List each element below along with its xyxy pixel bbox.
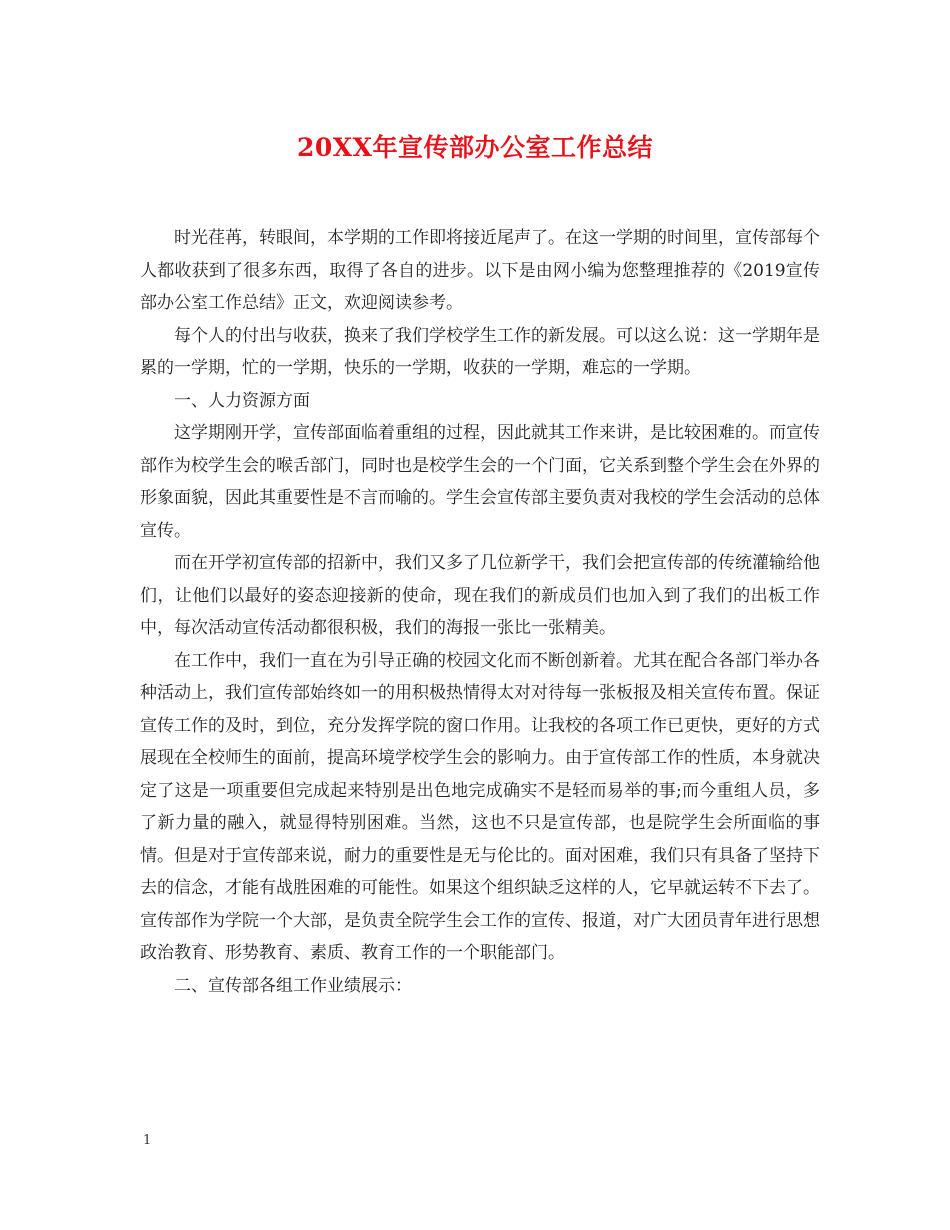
section-heading-achievements: 二、宣传部各组工作业绩展示： <box>174 975 412 996</box>
paragraph-summary: 每个人的付出与收获，换来了我们学校学生工作的新发展。可以这么说：这一学期年是累的一学期，忙的一学期，快乐的一学期，收获的一学期，难忘的一学期。 <box>140 325 820 378</box>
document-title: 20XX年宣传部办公室工作总结 <box>296 133 654 162</box>
page-number: 1 <box>143 1133 152 1148</box>
paragraph-intro: 时光荏苒，转眼间，本学期的工作即将接近尾声了。在这一学期的时间里，宣传部每个人都收获到了很多东西，取得了各自的进步。以下是由网小编为您整理推荐的《2019宣传部办公室工作总结》正文，欢迎阅读参考。 <box>140 228 820 313</box>
paragraph-reorganization: 这学期刚开学，宣传部面临着重组的过程，因此就其工作来讲，是比较困难的。而宣传部作为校学生会的喉舌部门，同时也是校学生会的一个门面，它关系到整个学生会在外界的形象面貌，因此其重要性是不言而喻的。学生会宣传部主要负责对我校的学生会活动的总体宣传。 <box>140 423 820 541</box>
document-body <box>140 222 820 1002</box>
section-heading-human-resources: 一、人力资源方面 <box>174 390 310 411</box>
paragraph-work-details: 在工作中，我们一直在为引导正确的校园文化而不断创新着。尤其在配合各部门举办各种活动上，我们宣传部始终如一的用积极热情得太对对待每一张板报及相关宣传布置。保证宣传工作的及时，到位，充分发挥学院的窗口作用。让我校的各项工作已更快，更好的方式展现在全校师生的面前，提高环境学校学生会的影响力。由于宣传部工作的性质，本身就决定了这是一项重要但完成起来特别是出色地完成确实不是轻而易举的事;而今重组人员，多了新力量的融入，就显得特别困难。当然，这也不只是宣传部，也是院学生会所面临的事情。但是对于宣传部来说，耐力的重要性是无与伦比的。面对困难，我们只有具备了坚持下去的信念，才能有战胜困难的可能性。如果这个组织缺乏这样的人，它早就运转不下去了。宣传部作为学院一个大部，是负责全院学生会工作的宣传、报道，对广大团员青年进行思想政治教育、形势教育、素质、教育工作的一个职能部门。 <box>140 650 820 963</box>
paragraph-recruitment: 而在开学初宣传部的招新中，我们又多了几位新学干，我们会把宣传部的传统灌输给他们，让他们以最好的姿态迎接新的使命，现在我们的新成员们也加入到了我们的出板工作中，每次活动宣传活动都很积极，我们的海报一张比一张精美。 <box>140 553 820 638</box>
